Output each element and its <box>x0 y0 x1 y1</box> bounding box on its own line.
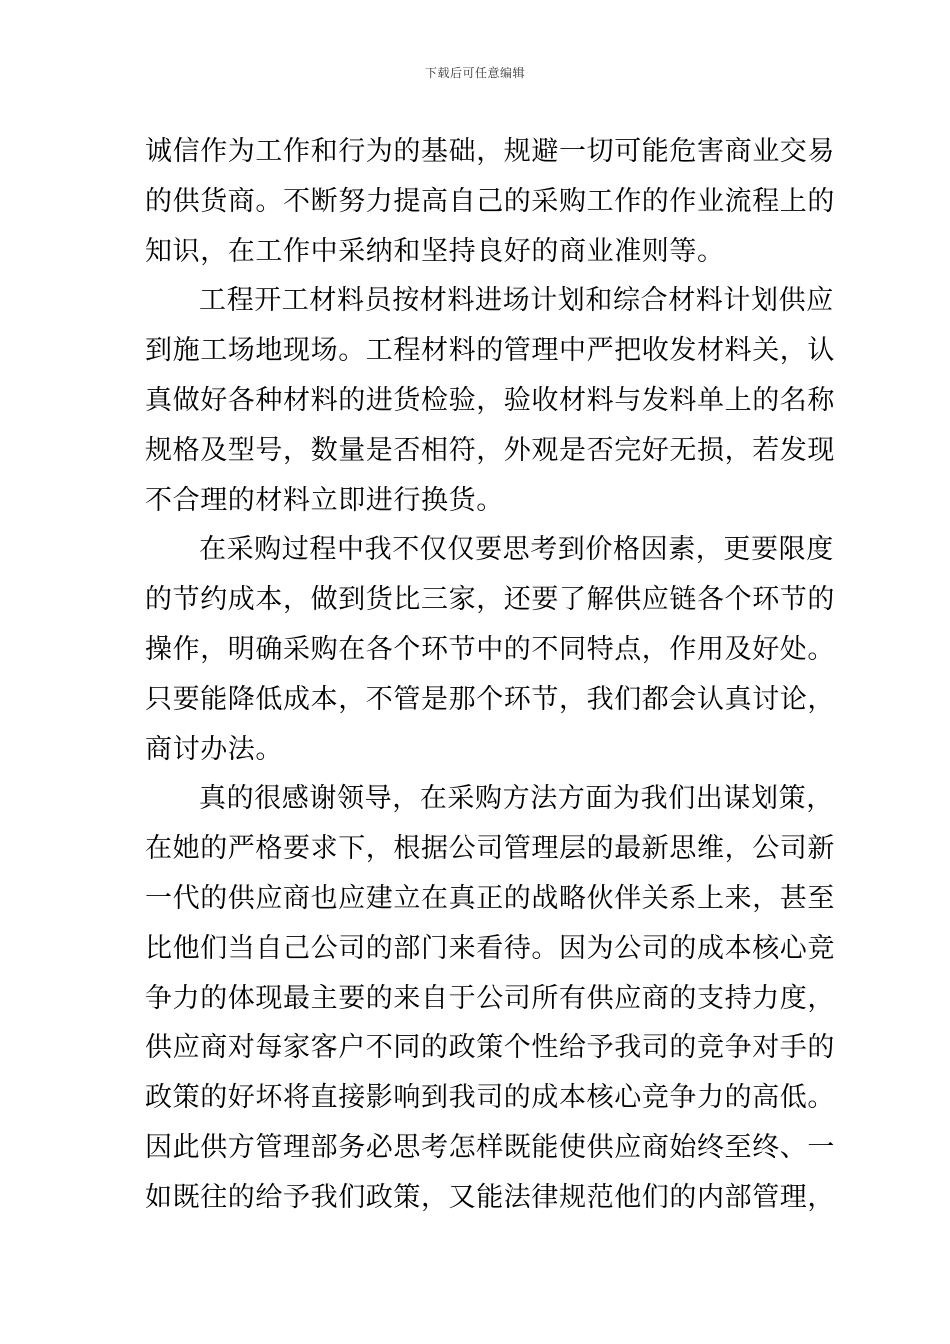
text-line: 到施工场地现场。工程材料的管理中严把收发材料关，认 <box>145 335 835 367</box>
document-body <box>145 127 835 1223</box>
text-line: 不合理的材料立即进行换货。 <box>145 484 504 516</box>
text-line: 因此供方管理部务必思考怎样既能使供应商始终至终、一 <box>145 1131 835 1163</box>
paragraph-first-line: 在采购过程中我不仅仅要思考到价格因素，更要限度 <box>199 534 834 566</box>
text-line: 商讨办法。 <box>145 733 283 765</box>
text-line: 争力的体现最主要的来自于公司所有供应商的支持力度， <box>145 982 835 1014</box>
text-line: 一代的供应商也应建立在真正的战略伙伴关系上来，甚至 <box>145 882 835 914</box>
text-line: 的供货商。不断努力提高自己的采购工作的作业流程上的 <box>145 185 835 217</box>
text-line: 在她的严格要求下，根据公司管理层的最新思维，公司新 <box>145 833 835 865</box>
text-line: 供应商对每家客户不同的政策个性给予我司的竞争对手的 <box>145 1032 835 1064</box>
paragraph-first-line: 真的很感谢领导，在采购方法方面为我们出谋划策， <box>199 783 834 815</box>
text-line: 诚信作为工作和行为的基础，规避一切可能危害商业交易 <box>145 136 835 167</box>
paragraph-first-line: 工程开工材料员按材料进场计划和综合材料计划供应 <box>199 285 834 317</box>
page-header: 下载后可任意编辑 <box>424 66 525 80</box>
text-line: 比他们当自己公司的部门来看待。因为公司的成本核心竞 <box>145 932 835 964</box>
text-line: 真做好各种材料的进货检验，验收材料与发料单上的名称 <box>145 384 835 416</box>
text-line: 规格及型号，数量是否相符，外观是否完好无损，若发现 <box>145 434 835 466</box>
text-line: 的节约成本，做到货比三家，还要了解供应链各个环节的 <box>145 584 835 616</box>
text-line: 如既往的给予我们政策，又能法律规范他们的内部管理， <box>145 1181 835 1213</box>
text-line: 政策的好坏将直接影响到我司的成本核心竞争力的高低。 <box>145 1082 835 1114</box>
text-line: 操作，明确采购在各个环节中的不同特点，作用及好处。 <box>145 633 835 665</box>
text-line: 知识，在工作中采纳和坚持良好的商业准则等。 <box>145 235 725 267</box>
text-line: 只要能降低成本，不管是那个环节，我们都会认真讨论， <box>145 683 835 715</box>
